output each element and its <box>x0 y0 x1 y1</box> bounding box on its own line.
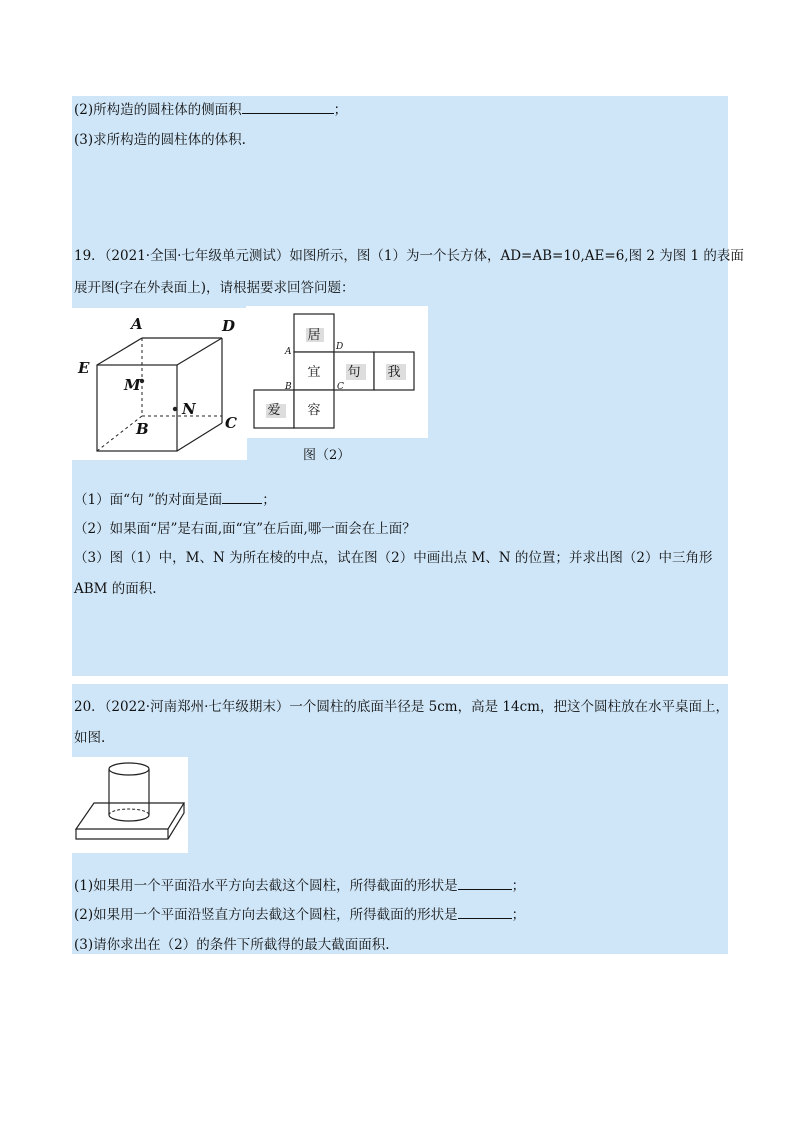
answer-blank[interactable] <box>242 101 334 114</box>
figure-2-caption: 图（2） <box>303 448 351 463</box>
q19-stem-line-2: 展开图(字在外表面上)，请根据要求回答问题： <box>74 280 355 296</box>
q20-subquestion-1 <box>74 877 525 895</box>
net-diagram <box>246 306 428 438</box>
net-label-d: D <box>336 342 344 352</box>
answer-blank[interactable] <box>458 877 512 890</box>
q19-subquestion-3-line-2: ABM 的面积. <box>74 581 157 597</box>
punctuation: ； <box>333 102 348 118</box>
punctuation: ； <box>511 907 526 923</box>
label-d: D <box>222 317 236 335</box>
q18-subquestion-2 <box>74 101 347 119</box>
label-a: A <box>131 315 143 333</box>
label-n: N <box>182 400 196 418</box>
punctuation: ； <box>511 878 526 894</box>
cylinder-figure <box>72 757 188 853</box>
q19-subquestion-3-line-1: （3）图（1）中，M、N 为所在棱的中点，试在图（2）中画出点 M、N 的位置；并求出图（2）中三角形 <box>74 550 713 566</box>
q20-stem-line-1: 20．（2022·河南郑州·七年级期末）一个圆柱的底面半径是 5cm，高是 14cm，把这个圆柱放在水平桌面上， <box>74 699 729 715</box>
q20-subquestion-2 <box>74 906 525 924</box>
net-label-c: C <box>337 382 344 392</box>
net-face-ai: 爱 <box>267 403 281 418</box>
cuboid-diagram <box>72 308 247 460</box>
answer-blank[interactable] <box>222 491 262 504</box>
punctuation: ； <box>262 492 276 508</box>
net-figure <box>246 306 428 438</box>
q20-sub2-text: (2)如果用一个平面沿竖直方向去截这个圆柱，所得截面的形状是 <box>74 907 458 923</box>
q19-subquestion-2: （2）如果面“居”是右面,面“宜”在后面,哪一面会在上面？ <box>74 521 416 537</box>
q20-sub1-text: (1)如果用一个平面沿水平方向去截这个圆柱，所得截面的形状是 <box>74 878 458 894</box>
q20-subquestion-3: (3)请你求出在（2）的条件下所截得的最大截面面积. <box>74 937 390 953</box>
net-face-ju2: 句 <box>347 365 361 380</box>
q19-subquestion-1 <box>74 491 276 509</box>
label-m: M <box>124 376 141 394</box>
net-label-b: B <box>285 382 292 392</box>
q19-sub1-text: （1）面“句 ”的对面是面 <box>74 492 223 508</box>
net-face-yi: 宜 <box>307 365 321 380</box>
net-face-ju: 居 <box>307 328 321 343</box>
q19-stem-line-1: 19．（2021·全国·七年级单元测试）如图所示，图（1）为一个长方体，AD=AB=10,AE=6,图 2 为图 1 的表面 <box>74 248 744 264</box>
answer-blank[interactable] <box>458 906 512 919</box>
q18-subquestion-3: (3)求所构造的圆柱体的体积. <box>74 132 246 148</box>
net-face-rong: 容 <box>307 403 321 418</box>
net-label-a: A <box>285 347 292 357</box>
label-b: B <box>136 420 149 438</box>
cuboid-figure <box>72 308 247 460</box>
label-c: C <box>225 414 237 432</box>
net-face-wo: 我 <box>387 365 401 380</box>
cylinder-on-table-diagram <box>72 757 188 853</box>
point-n <box>173 407 177 411</box>
label-e: E <box>78 359 90 377</box>
q20-stem-line-2: 如图. <box>74 730 106 746</box>
q18-sub2-text: (2)所构造的圆柱体的侧面积 <box>74 102 242 118</box>
